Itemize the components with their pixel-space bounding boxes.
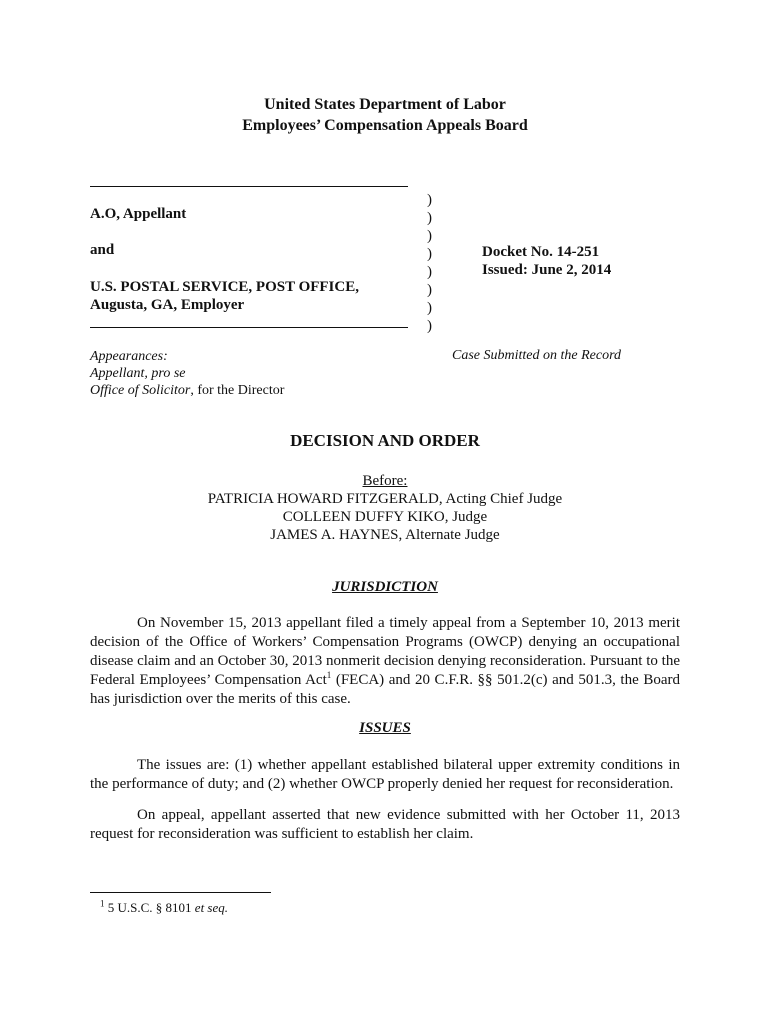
paren: ) <box>427 264 432 280</box>
agency-header <box>0 94 770 136</box>
board-name: Employees’ Compensation Appeals Board <box>242 117 528 134</box>
jurisdiction-paragraph <box>90 614 680 709</box>
caption-and: and <box>90 242 115 258</box>
appearances-heading: Appearances: <box>90 349 168 364</box>
caption-parentheses <box>427 191 432 335</box>
employer-block <box>90 278 359 314</box>
docket-number: Docket No. 14-251 <box>482 244 600 260</box>
issues-paragraph-1: The issues are: (1) whether appellant established bilateral upper extremity conditions in the performance of duty; and (2) whether OWCP properly denied her request for reconsideration. <box>90 757 680 792</box>
footnote-number: 1 <box>100 898 105 909</box>
paren: ) <box>427 282 432 298</box>
case-submitted-note: Case Submitted on the Record <box>452 348 622 363</box>
paren: ) <box>427 228 432 244</box>
appearances-block <box>90 348 284 399</box>
judges-panel <box>0 472 770 544</box>
judge-1: PATRICIA HOWARD FITZGERALD, Acting Chief Judge <box>207 491 563 507</box>
decision-title: DECISION AND ORDER <box>290 431 480 450</box>
department-name: United States Department of Labor <box>264 96 506 113</box>
paren: ) <box>427 210 432 226</box>
issues-paragraph-2: On appeal, appellant asserted that new evidence submitted with her October 11, 2013 request for reconsideration was sufficient to establish her claim. <box>90 807 680 842</box>
paren: ) <box>427 318 432 334</box>
footnote <box>100 900 228 916</box>
issues-heading: ISSUES <box>359 720 411 736</box>
footnote-text: 5 U.S.C. § 8101 <box>104 900 195 915</box>
before-label: Before: <box>362 473 408 489</box>
jurisdiction-text-cont: (FECA) and 20 C.F.R. §§ 501.2(c) and 501.3, the Board has jurisdiction over the merits of this case. <box>90 672 680 707</box>
footnote-italic: et seq. <box>194 900 229 915</box>
caption-bottom-rule <box>90 327 408 328</box>
paren: ) <box>427 300 432 316</box>
footnote-ref: 1 <box>326 670 332 680</box>
solicitor-appearance <box>90 382 284 399</box>
judge-3: JAMES A. HAYNES, Alternate Judge <box>270 527 500 543</box>
jurisdiction-heading: JURISDICTION <box>332 579 438 595</box>
solicitor-role: , for the Director <box>190 383 285 398</box>
caption-top-rule <box>90 186 408 187</box>
issued-date: Issued: June 2, 2014 <box>482 262 612 278</box>
paren: ) <box>427 192 432 208</box>
solicitor-office: Office of Solicitor <box>90 383 191 398</box>
footnote-rule <box>90 892 271 893</box>
appellant-appearance: Appellant, pro se <box>90 366 186 381</box>
employer-line-2: Augusta, GA, Employer <box>90 297 245 313</box>
paren: ) <box>427 246 432 262</box>
appellant-name: A.O, Appellant <box>90 206 187 222</box>
employer-line-1: U.S. POSTAL SERVICE, POST OFFICE, <box>90 279 359 295</box>
judge-2: COLLEEN DUFFY KIKO, Judge <box>282 509 488 525</box>
docket-block <box>482 243 611 279</box>
jurisdiction-text: On November 15, 2013 appellant filed a timely appeal from a September 10, 2013 merit decision of the Office of Workers’ Compensation Programs (OWCP) denying an occupational disease claim and an October 30, 2013 nonmerit decision denying reconsideration. Pursuant to the Federal Employees’ Compensation Act <box>90 615 680 688</box>
